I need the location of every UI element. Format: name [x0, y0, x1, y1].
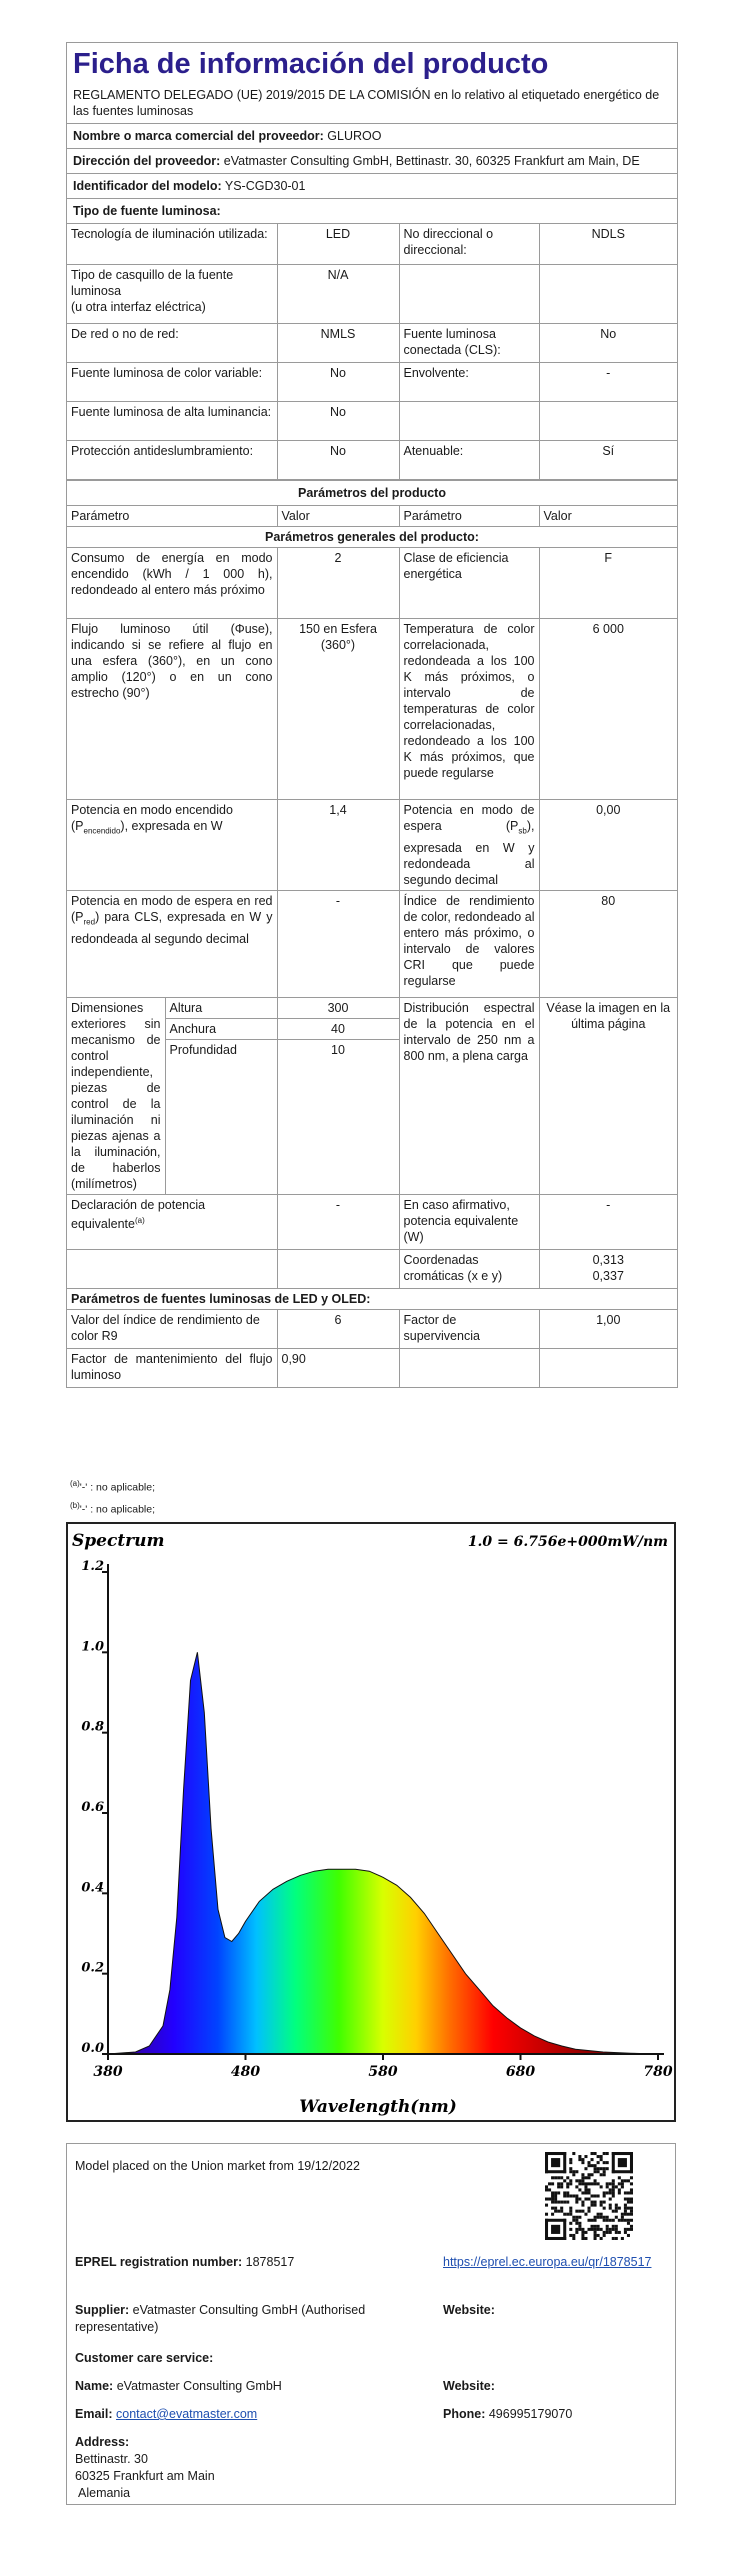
- care-name: Name: eVatmaster Consulting GmbH: [75, 2379, 282, 2393]
- email-link[interactable]: contact@evatmaster.com: [116, 2407, 258, 2421]
- table-row: Dimensiones exteriores sin mecanismo de control independiente, piezas de control de la iluminación ni piezas ajenas a la iluminación, de haberlos (milímetros) Altura Anchura Profundidad 300 40 10 Distribución espectral de la potencia en el intervalo de 250 nm a 800 nm, a plena carga Véase la imagen en la última página: [67, 998, 677, 1195]
- table-row: Flujo luminoso útil (Φuse), indicando si se refiere al flujo en una esfera (360°), en un cono amplio (120°) o en un cono estrecho (90°) 150 en Esfera (360°) Temperatura de color correlacionada, redondeada a los 100 K más próximos, o intervalo de temperaturas de color correlacionadas, redondeado a los 100 K más próximos, que puede regularse 6 000: [67, 619, 677, 800]
- y-tick-label: 0.2: [81, 1960, 104, 1976]
- table-row: Valor del índice de rendimiento de color R9 6 Factor de supervivencia 1,00: [67, 1310, 677, 1349]
- trademark-label: Nombre o marca comercial del proveedor:: [73, 129, 324, 143]
- eprel-link[interactable]: https://eprel.ec.europa.eu/qr/1878517: [443, 2255, 652, 2269]
- x-tick-label: 780: [643, 2064, 673, 2080]
- regulation-text: REGLAMENTO DELEGADO (UE) 2019/2015 DE LA COMISIÓN en lo relativo al etiquetado energético de las fuentes luminosas: [67, 83, 677, 124]
- y-tick-label: 0.4: [81, 1880, 104, 1896]
- x-axis-label: Wavelength(nm): [299, 2097, 457, 2117]
- x-tick-label: 580: [368, 2064, 398, 2080]
- plot-area: [81, 1559, 672, 2080]
- table-row: Potencia en modo encendido $(P_{encendido})$, expresada en W 1,4 Potencia en modo de espera $(P_{sb})$, expresada en W y redondeada al segundo decimal 0,00: [67, 800, 677, 891]
- table-row: De red o no de red: NMLS Fuente luminosa conectada (CLS): No: [67, 324, 677, 363]
- table-row: Tipo de casquillo de la fuente luminosa (u otra interfaz eléctrica) N/A: [67, 265, 677, 324]
- product-params-heading: Parámetros del producto: [67, 480, 677, 506]
- address-label: Dirección del proveedor:: [73, 154, 221, 168]
- market-date: Model placed on the Union market from 19/12/2022: [75, 2159, 360, 2173]
- care-website-label: Website:: [443, 2379, 495, 2393]
- care-email: Email: contact@evatmaster.com: [75, 2407, 258, 2421]
- table-row: Consumo de energía en modo encendido (kWh / 1 000 h), redondeado al entero más próximo 2 Clase de eficiencia energética F: [67, 548, 677, 619]
- model-value: YS-CGD30-01: [224, 179, 306, 193]
- model-label: Identificador del modelo:: [73, 179, 222, 193]
- supplier-info: Supplier: eVatmaster Consulting GmbH (Authorised representative): [75, 2303, 366, 2334]
- address-value: eVatmaster Consulting GmbH, Bettinastr. 30, 60325 Frankfurt am Main, DE: [223, 154, 640, 168]
- eprel-registration: EPREL registration number: 1878517: [75, 2255, 295, 2269]
- footnotes: [70, 1475, 155, 1518]
- table-row: Fuente luminosa de color variable: No Envolvente: -: [67, 363, 677, 402]
- spectrum-area: [108, 1652, 658, 2054]
- table-row: Coordenadas cromáticas (x e y) 0,313 0,337: [67, 1250, 677, 1289]
- supplier-address: [67, 149, 677, 174]
- source-type-table: [67, 224, 677, 480]
- spectrum-svg: [68, 1524, 674, 2120]
- y-tick-label: 0.6: [81, 1800, 104, 1815]
- supplier-website-label: Website:: [443, 2303, 495, 2317]
- x-tick-label: 680: [505, 2064, 536, 2080]
- table-row: Potencia en modo de espera en red $(P_{red})$ para CLS, expresada en W y redondeada al segundo decimal - Índice de rendimiento de color, redondeado al entero más próximo, o intervalo de valores CRI que puede regularse 80: [67, 891, 677, 998]
- customer-care-heading: Customer care service:: [75, 2351, 214, 2365]
- chart-scale-note: 1.0 = 6.756e+000mW/nm: [467, 1534, 668, 1550]
- footnote-b: $^{(b)}$'-' : no aplicable;: [70, 1500, 155, 1515]
- x-tick-label: 380: [93, 2064, 123, 2080]
- table-row: Protección antideslumbramiento: No Atenuable: Sí: [67, 441, 677, 480]
- supplier-trademark: [67, 124, 677, 149]
- footnote-a: $^{(a)}$'-' : no aplicable;: [70, 1479, 155, 1494]
- table-header-row: Parámetro Valor Parámetro Valor: [67, 506, 677, 527]
- product-params-table: [67, 506, 677, 1387]
- page-title: Ficha de información del producto: [73, 48, 549, 80]
- spectrum-chart: [66, 1522, 676, 2122]
- qr-code-icon: [545, 2152, 633, 2240]
- model-identifier: [67, 174, 677, 199]
- led-params-heading: Parámetros de fuentes luminosas de LED y OLED:: [67, 1289, 677, 1310]
- general-params-heading: Parámetros generales del producto:: [67, 527, 677, 548]
- table-row: Factor de mantenimiento del flujo luminoso 0,90: [67, 1349, 677, 1388]
- y-tick-label: 0.8: [81, 1719, 104, 1735]
- trademark-value: GLUROO: [327, 129, 382, 143]
- eprel-footer: [66, 2143, 676, 2505]
- y-tick-label: 0.0: [81, 2041, 104, 2056]
- table-row: Declaración de potencia equivalente$^{(a)}$ - En caso afirmativo, potencia equivalente (W) -: [67, 1195, 677, 1250]
- x-tick-label: 480: [230, 2064, 261, 2080]
- care-address: Address: Bettinastr. 30 60325 Frankfurt am Main Alemania: [75, 2435, 215, 2500]
- care-phone: Phone: 496995179070: [443, 2407, 573, 2421]
- product-information-sheet: [66, 42, 678, 1388]
- table-row: Fuente luminosa de alta luminancia: No: [67, 402, 677, 441]
- source-type-heading: Tipo de fuente luminosa:: [67, 199, 677, 224]
- table-row: Tecnología de iluminación utilizada: LED No direccional o direccional: NDLS: [67, 224, 677, 265]
- chart-title: Spectrum: [72, 1531, 165, 1551]
- y-tick-label: 1.2: [81, 1559, 104, 1574]
- y-tick-label: 1.0: [81, 1639, 104, 1655]
